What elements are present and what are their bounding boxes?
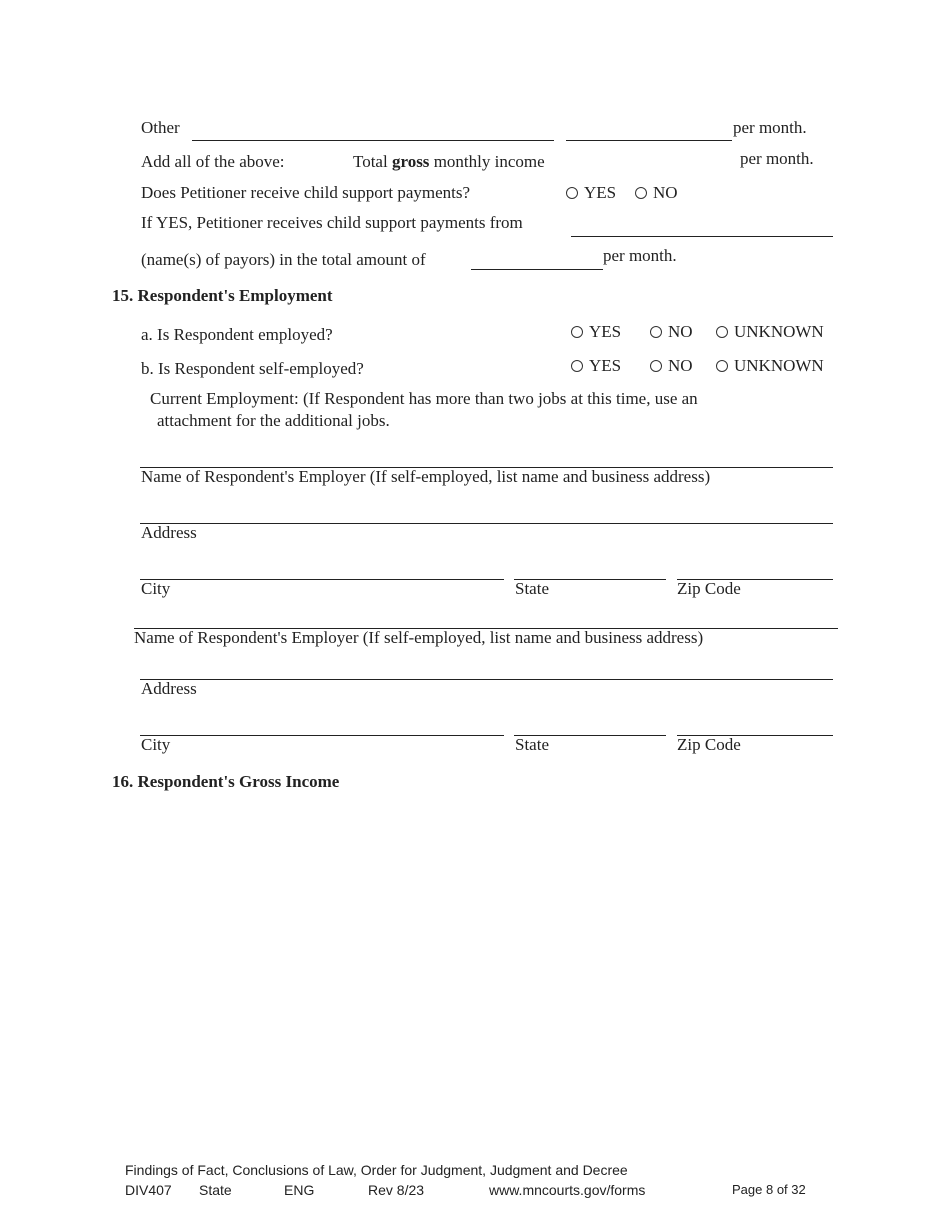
employer-2-city-label: City: [141, 735, 171, 754]
self-employed-no-radio[interactable]: NO: [650, 356, 693, 376]
employed-no-radio[interactable]: NO: [650, 322, 693, 342]
add-all-label: Add all of the above:: [141, 152, 285, 171]
radio-circle-icon: [716, 326, 728, 338]
radio-circle-icon: [650, 360, 662, 372]
child-support-question: Does Petitioner receive child support payments?: [141, 183, 471, 202]
employer-1-city-field[interactable]: [140, 579, 504, 580]
radio-circle-icon: [566, 187, 578, 199]
employer-1-address-label: Address: [141, 523, 197, 542]
radio-circle-icon: [635, 187, 647, 199]
employer-2-zip-label: Zip Code: [677, 735, 741, 754]
self-employed-yes-radio[interactable]: YES: [571, 356, 621, 376]
payors-amount-text: (name(s) of payors) in the total amount of: [141, 250, 426, 269]
child-support-no-radio[interactable]: NO: [635, 183, 678, 203]
per-month-label: per month.: [740, 149, 814, 168]
radio-circle-icon: [571, 326, 583, 338]
per-month-label: per month.: [733, 118, 807, 137]
current-employment-note: Current Employment: (If Respondent has more than two jobs at this time, use an: [150, 389, 698, 408]
if-yes-child-support-text: If YES, Petitioner receives child support payments from: [141, 213, 523, 232]
radio-circle-icon: [571, 360, 583, 372]
employer-2-state-label: State: [515, 735, 549, 754]
employed-yes-radio[interactable]: YES: [571, 322, 621, 342]
footer-page-number: Page 8 of 32: [732, 1182, 806, 1197]
section-16-title: 16. Respondent's Gross Income: [112, 772, 340, 791]
footer-revision: Rev 8/23: [368, 1182, 425, 1198]
employed-question: a. Is Respondent employed?: [141, 325, 333, 344]
radio-circle-icon: [650, 326, 662, 338]
footer-language: ENG: [284, 1182, 315, 1198]
current-employment-note-cont: attachment for the additional jobs.: [157, 411, 390, 430]
payors-name-field[interactable]: [571, 236, 833, 237]
per-month-label: per month.: [603, 246, 677, 265]
other-amount-field[interactable]: [566, 140, 732, 141]
employer-1-address-field[interactable]: [140, 523, 833, 524]
employer-1-zip-label: Zip Code: [677, 579, 741, 598]
employed-unknown-radio[interactable]: UNKNOWN: [716, 322, 824, 342]
employer-2-city-field[interactable]: [140, 735, 504, 736]
employer-2-name-label: Name of Respondent's Employer (If self-employed, list name and business address): [134, 628, 704, 647]
employer-1-name-label: Name of Respondent's Employer (If self-employed, list name and business address): [141, 467, 711, 486]
footer-jurisdiction: State: [199, 1182, 232, 1198]
employer-2-address-label: Address: [141, 679, 197, 698]
footer-form-title: Findings of Fact, Conclusions of Law, Order for Judgment, Judgment and Decree: [125, 1162, 628, 1178]
child-support-yes-radio[interactable]: YES: [566, 183, 616, 203]
section-15-title: 15. Respondent's Employment: [112, 286, 333, 305]
employer-1-state-label: State: [515, 579, 549, 598]
footer-url[interactable]: www.mncourts.gov/forms: [489, 1182, 646, 1198]
child-support-amount-field[interactable]: [471, 269, 603, 270]
other-label: Other: [141, 118, 180, 137]
other-description-field[interactable]: [192, 140, 554, 141]
total-gross-income-label: Total gross monthly income: [353, 152, 545, 171]
employer-2-address-field[interactable]: [140, 679, 833, 680]
self-employed-question: b. Is Respondent self-employed?: [141, 359, 364, 378]
self-employed-unknown-radio[interactable]: UNKNOWN: [716, 356, 824, 376]
radio-circle-icon: [716, 360, 728, 372]
footer-form-id: DIV407: [125, 1182, 172, 1198]
employer-1-city-label: City: [141, 579, 171, 598]
